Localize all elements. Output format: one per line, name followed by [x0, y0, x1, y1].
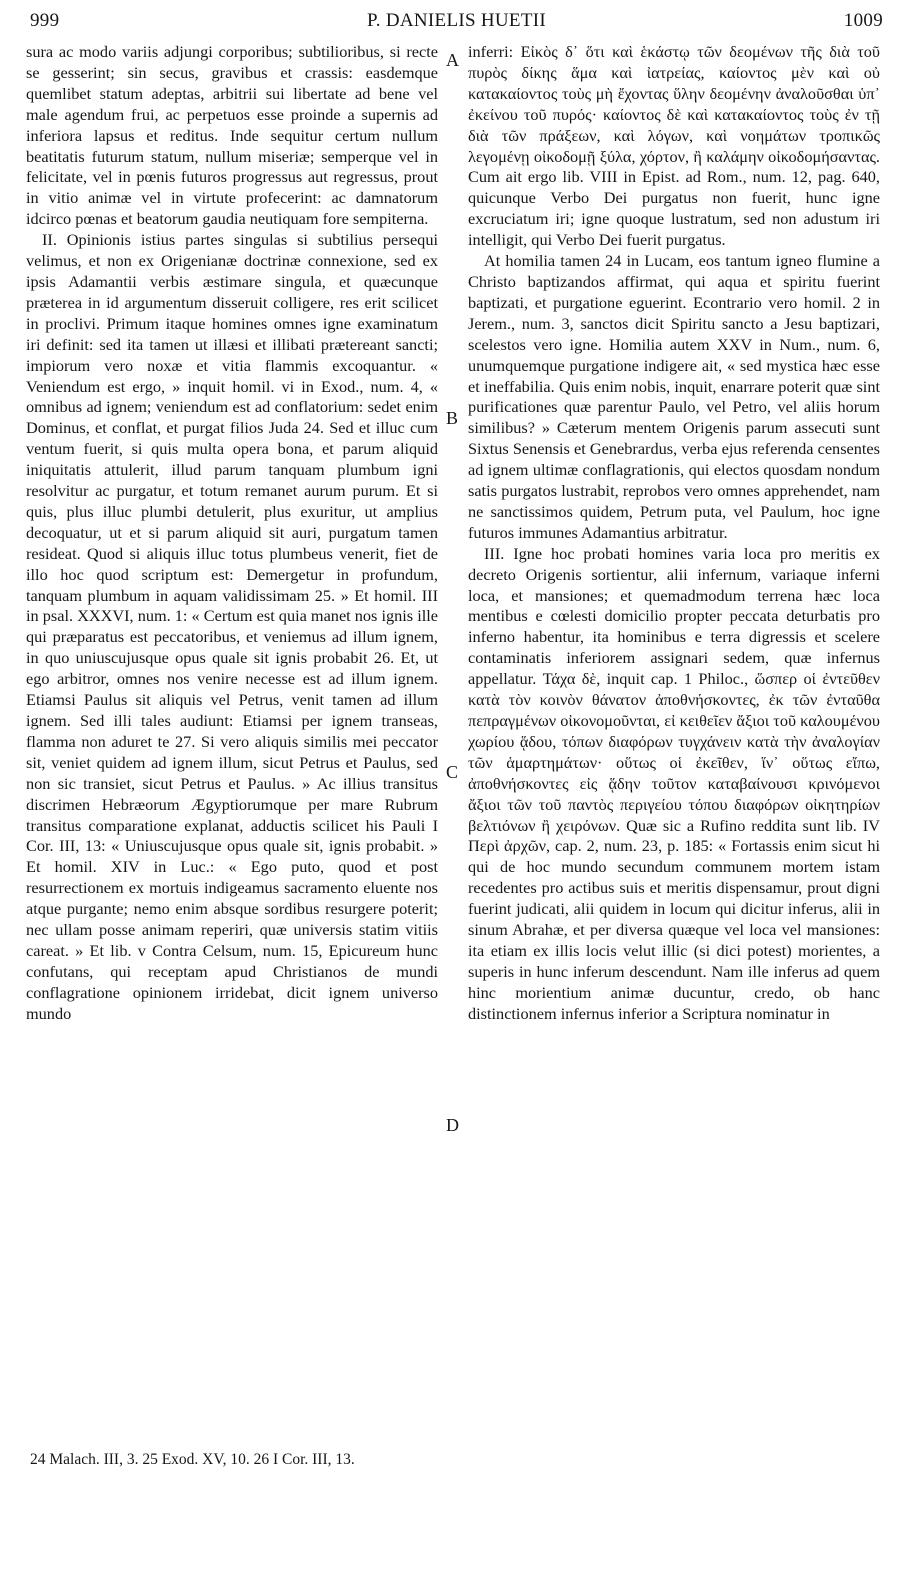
margin-letter-a: A: [446, 50, 459, 70]
margin-letter-d: D: [446, 1115, 459, 1135]
right-paragraph-1: inferri: Εἰκὸς δ᾽ ὅτι καὶ ἑκάστῳ τῶν δεομένων τῆς διὰ τοῦ πυρὸς δίκης ἅμα καὶ ἰατρείας, καίοντος μὲν καὶ οὐ κατακαίοντος τοὺς μὴ ἔχοντας ὕλην δεομένην ἀναλοῦσθαι ὑπ᾽ ἐκείνου τοῦ πυρός· καίοντος δὲ καὶ κατακαίοντος τοὺς ἐν τῇ διὰ τῶν πράξεων, καὶ λόγων, καὶ νοημάτων τροπικῶς λεγομένῃ οἰκοδομῇ ξύλα, χόρτον, ἢ καλάμην οἰκοδομήσαντας. Cum ait ergo lib. VIII in Epist. ad Rom., num. 12, pag. 640, quicunque Verbo Dei purgatus non fuerit, hunc igne excruciatum iri; igne quoque lustratum, sed non adustum iri intelligit, qui Verbo Dei fuerit purgatus.: [468, 42, 880, 250]
right-column: [468, 42, 880, 1025]
right-paragraph-3: III. Igne hoc probati homines varia loca pro meritis ex decreto Origenis sortientur, alii infernum, variaque inferni loca, et mansiones; et quemadmodum terrena hæc loca mentibus e cœlesti domicilio propter peccata deturbatis pro inferno habentur, ita hominibus e terra digressis et scelere contaminatis inferiorem assignari sedem, quæ infernus appellatur. Τάχα δὲ, inquit cap. 1 Philoc., ὥσπερ οἱ ἐντεῦθεν κατὰ τὸν κοινὸν θάνατον ἀποθνήσκοντες, ἐκ τῶν ἐνταῦθα πεπραγμένων οἰκονομοῦνται, εἰ κειθεῖεν ἄξιοι τοῦ καλουμένου χωρίου ᾅδου, τόπων διαφόρων τυγχάνειν κατὰ τὴν ἀναλογίαν τῶν ἁμαρτημάτων· οὕτως οἱ ἐκεῖθεν, ἵν᾽ οὕτως εἴπω, ἀποθνήσκοντες εἰς ᾅδην τοῦτον καταβαίνουσι κρινόμενοι ἄξιοι τῶν τοῦ παντὸς περιγείου τόπου διαφόρων οἰκητηρίων βελτιόνων ἢ χειρόνων. Quæ sic a Rufino reddita sunt lib. IV Περὶ ἀρχῶν, cap. 2, num. 23, p. 185: « Fortassis enim sicut hi qui de hoc mundo secundum communem mortem istam recedentes pro actibus suis et meritis dispensamur, prout digni fuerint judicati, alii quidem in locum qui dicitur inferus, alii in sinum Abrahæ, et per diversa quæque vel loca vel mansiones: ita etiam ex illis locis velut illic (si dici potest) morientes, a superis in hunc inferum descendunt. Nam ille inferus ad quem hinc morientium animæ ducuntur, credo, ob hanc distinctionem infernus inferior a Scriptura nominatur in: [468, 543, 880, 1023]
footnotes: 24 Malach. III, 3. 25 Exod. XV, 10. 26 I Cor. III, 13.: [30, 1451, 355, 1468]
left-paragraph-2: II. Opinionis istius partes singulas si subtilius persequi velimus, et non ex Origenianæ doctrinæ connexione, sed ex ipsis Adamantii verbis æstimare singula, et quæcunque præterea in id argumentum disseruit colligere, res erit scilicet in proclivi. Primum itaque homines omnes igne examinatum iri definit: sed ita tamen ut illæsi et illibati prætereant sancti; impiorum vero noxæ et vitia flammis excoquantur. « Veniendum est ergo, » inquit homil. vi in Exod., num. 4, « omnibus ad ignem; veniendum est ad conflatorium: sedet enim Dominus, et conflat, et purgat filios Juda 24. Sed et illuc cum ventum fuerit, si quis multa opera bona, et parum aliquid iniquitatis attulerit, illud parum tanquam plumbum igni resolvitur ac purgatur, et totum remanet aurum purum. Et si quis, plus illuc plumbi detulerit, plus exuritur, ut amplius decoquatur, ut et si parum aliquid sit auri, purgatum tamen resideat. Quod si aliquis illuc totus plumbeus venerit, fiet de illo hoc quod scriptum est: Demergetur in profundum, tanquam plumbum in aquam validissimam 25. » Et homil. III in psal. XXXVI, num. 1: « Certum est quia manet nos ignis ille qui præparatus est peccatoribus, et veniemus ad illum ignem, in quo uniuscujusque opus quale sit ignis probabit 26. Et, ut ego arbitror, omnes nos venire necesse est ad illum ignem. Etiamsi Paulus sit aliquis vel Petrus, venit tamen ad illum ignem. Sed illi tales audiunt: Etiamsi per ignem transeas, flamma non aduret te 27. Si vero aliquis similis mei peccator sit, veniet quidem ad ignem illum, sicut Petrus et Paulus, sed non sic transiet, sicut Petrus et Paulus. » Ac illius transitus discrimen Hebræorum Ægyptiorumque per mare Rubrum transitus comparatione explanat, adductis scilicet his Pauli I Cor. III, 13: « Uniuscujusque opus quale sit, ignis probabit. » Et homil. XIV in Luc.: « Ego puto, quod et post resurrectionem ex mortuis indigeamus sacramento eluente nos atque purgante; nemo enim absque sordibus resurgere poterit; nec ullam posse animam reperiri, quæ universis statim vitiis careat. » Et lib. v Contra Celsum, num. 15, Epicureum hunc confutans, qui receptam apud Christianos de mundi conflagratione opinionem irridebat, dicit ignem universo mundo: [26, 230, 438, 1023]
page-title: P. DANIELIS HUETII: [366, 10, 547, 31]
margin-letter-b: B: [446, 408, 459, 428]
page-number-left: 999: [30, 10, 60, 31]
right-paragraph-2: At homilia tamen 24 in Lucam, eos tantum igneo flumine a Christo baptizandos affirmat, qui aqua et spiritu fuerint baptizati, et purgatione eguerint. Econtrario vero homil. 2 in Jerem., num. 3, sanctos dicit Spiritu sancto a Jesu baptizari, scelestos vero igne. Homilia autem XXV in Num., num. 6, unumquemque purgatione indigere ait, « sed mystica hæc esse et ineffabilia. Quis enim nobis, inquit, enarrare poterit quæ sint purificationes quæ parentur Paulo, vel Petro, vel aliis horum similibus? » Cæterum mentem Origenis parum assecuti sunt Sixtus Senensis et Genebrardus, verba ejus referenda censentes ad ignem ultimæ conflagrationis, qui electos quosdam nondum satis purgatos lustrabit, reprobos vero omnes apprehendet, nam ne sanctissimos quidem, Petrum puta, vel Paulum, hoc igne futuros immunes Adamantius arbitratur.: [468, 251, 880, 542]
page-number-right: 1009: [843, 10, 883, 31]
running-header: [30, 6, 883, 36]
margin-letter-c: C: [446, 762, 459, 782]
left-column: [26, 42, 438, 1025]
left-paragraph-1: sura ac modo variis adjungi corporibus; subtilioribus, si recte se gesserint; sin secus, gravibus et crassis: easdemque quemlibet statum adeptas, arbitrii sui libertate ad bene vel male agendum frui, ac perpetuos esse proinde a supernis ad inferiora lapsus et reditus. Inde sequitur certum nullum beatitatis futurum statum, nullum miseriæ; semperque vel in felicitate, vel in pœnis futuros progressus aut regressus, prout in vitio animæ vel in virtute profecerint: ac damnatorum idcirco pœnas et beatorum gaudia neutiquam fore sempiterna.: [26, 42, 438, 229]
